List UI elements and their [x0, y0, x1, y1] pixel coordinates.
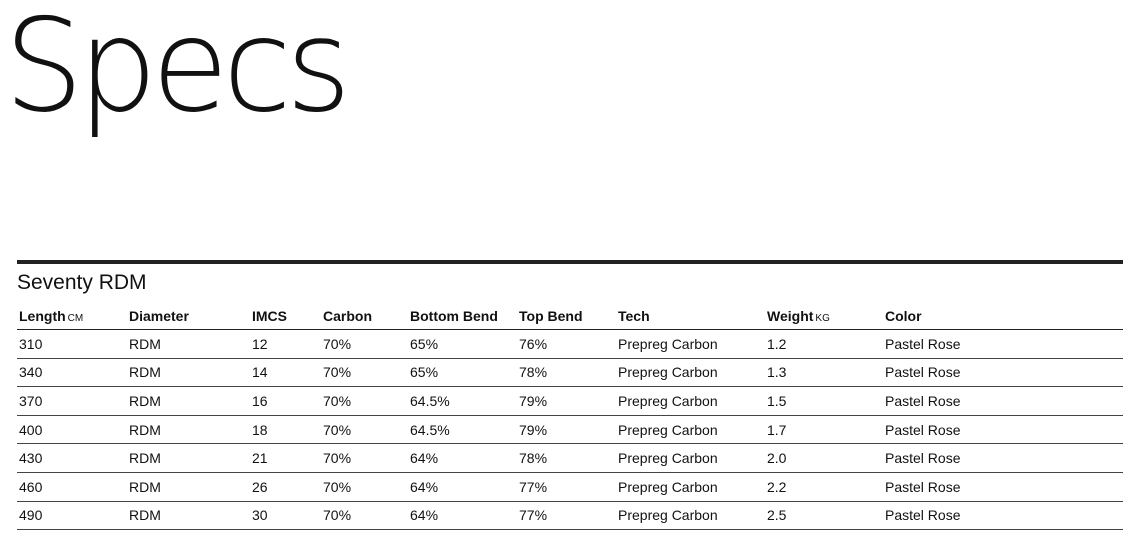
table-title: Seventy RDM — [17, 271, 147, 294]
table-cell: Pastel Rose — [883, 444, 1123, 473]
table-cell: 70% — [321, 358, 408, 387]
table-cell: 70% — [321, 415, 408, 444]
table-cell: Prepreg Carbon — [616, 330, 765, 359]
table-cell: 310 — [17, 330, 127, 359]
table-cell: RDM — [127, 444, 250, 473]
table-cell: 70% — [321, 444, 408, 473]
table-cell: 2.5 — [765, 501, 883, 530]
table-cell: 340 — [17, 358, 127, 387]
page-title: Specs — [4, 0, 346, 141]
table-cell: Prepreg Carbon — [616, 444, 765, 473]
table-cell: 70% — [321, 330, 408, 359]
table-cell: 78% — [517, 444, 616, 473]
table-cell: Pastel Rose — [883, 472, 1123, 501]
table-cell: 1.5 — [765, 387, 883, 416]
table-cell: Pastel Rose — [883, 387, 1123, 416]
table-cell: 70% — [321, 472, 408, 501]
table-row — [17, 444, 1123, 473]
table-cell: 400 — [17, 415, 127, 444]
table-cell: RDM — [127, 330, 250, 359]
column-header-weight: Weight KG — [765, 302, 883, 330]
table-cell: RDM — [127, 387, 250, 416]
table-cell: 430 — [17, 444, 127, 473]
table-cell: RDM — [127, 415, 250, 444]
table-cell: 77% — [517, 472, 616, 501]
table-row — [17, 358, 1123, 387]
table-cell: 64.5% — [408, 415, 517, 444]
table-cell: 64.5% — [408, 387, 517, 416]
table-cell: Prepreg Carbon — [616, 415, 765, 444]
table-cell: 2.2 — [765, 472, 883, 501]
column-header-imcs: IMCS — [250, 302, 321, 330]
table-row — [17, 330, 1123, 359]
table-cell: Pastel Rose — [883, 358, 1123, 387]
table-cell: Prepreg Carbon — [616, 387, 765, 416]
table-cell: 79% — [517, 415, 616, 444]
table-cell: RDM — [127, 501, 250, 530]
table-cell: Pastel Rose — [883, 330, 1123, 359]
table-cell: 1.3 — [765, 358, 883, 387]
table-cell: 460 — [17, 472, 127, 501]
table-cell: RDM — [127, 472, 250, 501]
table-cell: 14 — [250, 358, 321, 387]
table-cell: 65% — [408, 358, 517, 387]
table-cell: 79% — [517, 387, 616, 416]
table-cell: 70% — [321, 387, 408, 416]
table-cell: 70% — [321, 501, 408, 530]
table-cell: 16 — [250, 387, 321, 416]
table-cell: 64% — [408, 472, 517, 501]
specs-table — [17, 302, 1123, 530]
table-cell: 18 — [250, 415, 321, 444]
table-row — [17, 472, 1123, 501]
table-cell: 78% — [517, 358, 616, 387]
section-divider — [17, 260, 1123, 264]
table-cell: 77% — [517, 501, 616, 530]
table-cell: 1.2 — [765, 330, 883, 359]
table-cell: 64% — [408, 444, 517, 473]
table-cell: 12 — [250, 330, 321, 359]
table-cell: 26 — [250, 472, 321, 501]
table-row — [17, 501, 1123, 530]
table-cell: Pastel Rose — [883, 501, 1123, 530]
column-header-color: Color — [883, 302, 1123, 330]
table-cell: 2.0 — [765, 444, 883, 473]
column-header-tech: Tech — [616, 302, 765, 330]
column-header-diameter: Diameter — [127, 302, 250, 330]
column-header-bottom-bend: Bottom Bend — [408, 302, 517, 330]
table-cell: Prepreg Carbon — [616, 358, 765, 387]
table-cell: 370 — [17, 387, 127, 416]
column-header-top-bend: Top Bend — [517, 302, 616, 330]
table-row — [17, 387, 1123, 416]
table-cell: 76% — [517, 330, 616, 359]
table-cell: 21 — [250, 444, 321, 473]
table-cell: 1.7 — [765, 415, 883, 444]
table-cell: 490 — [17, 501, 127, 530]
table-cell: 65% — [408, 330, 517, 359]
table-cell: Pastel Rose — [883, 415, 1123, 444]
table-cell: RDM — [127, 358, 250, 387]
unit-label: CM — [67, 312, 84, 324]
column-header-length: Length CM — [17, 302, 127, 330]
table-cell: 30 — [250, 501, 321, 530]
table-cell: 64% — [408, 501, 517, 530]
unit-label: KG — [815, 312, 830, 324]
header-row — [17, 302, 1123, 330]
table-row — [17, 415, 1123, 444]
column-header-carbon: Carbon — [321, 302, 408, 330]
table-cell: Prepreg Carbon — [616, 501, 765, 530]
table-cell: Prepreg Carbon — [616, 472, 765, 501]
